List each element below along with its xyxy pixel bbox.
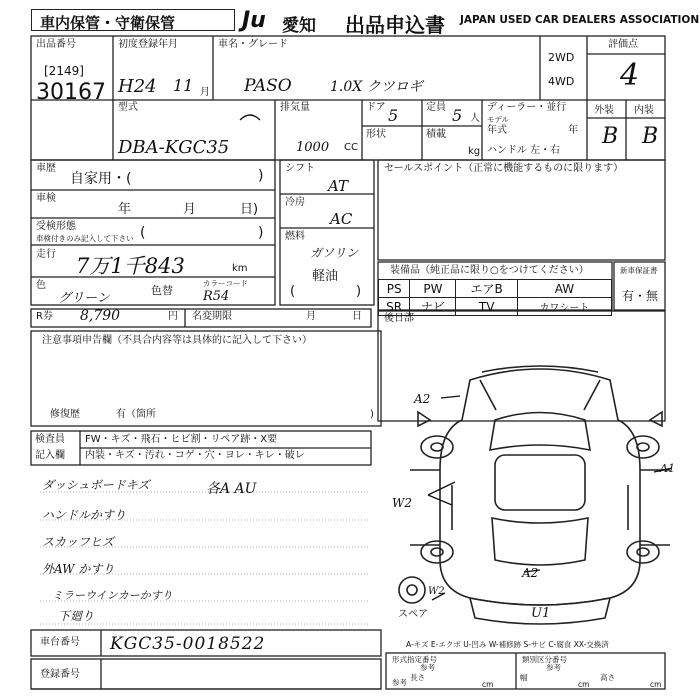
dims-length: 長さ: [410, 673, 425, 682]
inspection-year: 年: [118, 202, 132, 217]
displacement-label: 排気量: [280, 102, 310, 113]
equipment-cell: PW: [410, 280, 456, 298]
dealer-label: ディーラー・並行: [487, 102, 567, 113]
damage-mark: A2: [414, 392, 431, 406]
dims-width: 幅: [520, 673, 528, 682]
equipment-cell: PS: [379, 280, 410, 298]
recycle-unit: 円: [168, 311, 178, 322]
mileage-value: 7万1千843: [76, 254, 185, 278]
inspector-note: スカッフヒズ: [42, 535, 114, 549]
color-code-label: カラーコード: [203, 279, 248, 288]
recycle-label: R券: [36, 311, 53, 322]
new-warranty-value: 有・無: [622, 289, 659, 303]
model-year-label: モデル: [487, 115, 510, 124]
lot-number: 30167: [36, 80, 106, 105]
capacity-value: 5: [452, 106, 463, 125]
equipment-cell: エアB: [456, 280, 517, 298]
inspector-note: ダッシュボードキズ: [42, 478, 150, 492]
equipment-cell: カワシート: [517, 298, 611, 316]
shape-label: 形状: [366, 129, 386, 140]
inspector-entry-label: 記入欄: [35, 450, 65, 461]
new-warranty-label: 新車保証書: [620, 266, 658, 275]
equipment-cell: TV: [456, 298, 517, 316]
load-unit: kg: [468, 146, 481, 157]
displacement-unit: CC: [344, 142, 358, 153]
model-cert-ref: 参考: [420, 663, 435, 672]
equipment-cell: SR: [379, 298, 410, 316]
sales-point-label: セールスポイント（正常に機能するものに限ります）: [384, 163, 624, 174]
model-name: PASO: [244, 76, 292, 96]
receive-label: 受検形態: [36, 221, 76, 232]
capacity-label: 定員: [426, 102, 446, 113]
association-name: JAPAN USED CAR DEALERS ASSOCIATION: [460, 14, 700, 26]
color-change-label: 色替: [151, 284, 173, 297]
aircon-value: AC: [330, 210, 353, 228]
equipment-table: [378, 279, 612, 316]
model-cert-label: 形式指定番号: [392, 655, 437, 664]
inspector-row1: FW・キズ・飛石・ヒビ割・リペア跡・X要: [85, 434, 278, 445]
fuel-close: ): [356, 284, 362, 299]
color-code: R54: [203, 289, 230, 304]
history-close: ): [258, 168, 264, 184]
score-label: 評価点: [608, 39, 638, 50]
fuel-open: (: [290, 284, 296, 299]
doors-value: 5: [388, 106, 399, 125]
capacity-unit: 人: [470, 113, 480, 124]
chassis-label: 車台番号: [40, 637, 80, 648]
lot-label: 出品番号: [36, 39, 76, 50]
inspector-note: ミラーウインカーかすり: [52, 589, 173, 602]
lot-bracket: [2149]: [44, 64, 84, 78]
inspector-note-side: 各A AU: [206, 481, 257, 497]
equipment-label: 装備品（純正品に限り○をつけてください）: [390, 265, 589, 276]
recycle-value: 8,790: [80, 308, 121, 324]
damage-legend: A-キズ E-エクボ U-凹み W-補修跡 S-サビ C-腐食 XX-交換済: [406, 640, 609, 649]
steering-label: ハンドル 左・右: [487, 145, 561, 156]
damage-mark: U1: [531, 606, 551, 621]
receive-note: 車検付きのみ記入して下さい: [36, 234, 134, 243]
mileage-unit: km: [232, 263, 248, 274]
history-label: 車歴: [36, 163, 56, 174]
storage-badge: [31, 9, 235, 31]
reg-no-label: 登録番号: [40, 669, 80, 680]
dims-length-unit: cm: [482, 680, 494, 689]
equipment-row: [379, 280, 612, 298]
repair-label: 修復歴: [50, 409, 80, 420]
year-unit: 年: [568, 125, 578, 136]
inspector-note: 下廻り: [58, 609, 95, 623]
spare-label: スペア: [398, 609, 428, 620]
damage-mark: W2: [392, 496, 412, 510]
shift-label: シフト: [285, 163, 315, 174]
first-reg-year: H24: [118, 76, 157, 97]
interior-grade: B: [642, 124, 659, 149]
shift-value: AT: [328, 177, 349, 195]
class-no-label: 類別区分番号: [522, 655, 567, 664]
fuel-label: 燃料: [285, 231, 305, 242]
year-label: 年式: [487, 125, 507, 136]
inspector-label: 検査員: [35, 434, 65, 445]
form-title: 出品申込書: [345, 13, 445, 37]
notes-label: 注意事項申告欄（不具合内容等は具体的に記入して下さい）: [42, 335, 312, 346]
type-label: 型式: [118, 102, 138, 113]
color-value: グリーン: [58, 291, 110, 306]
receive-close: ): [258, 225, 264, 241]
dims-width-unit: cm: [578, 680, 590, 689]
type-value: DBA-KGC35: [118, 137, 230, 158]
first-reg-month: 11: [173, 76, 194, 95]
inspection-label: 車検: [36, 193, 56, 204]
interior-label: 内装: [634, 105, 654, 116]
drive-4wd: 4WD: [548, 75, 575, 88]
dims-ref: 参考: [392, 678, 407, 687]
color-label: 色: [36, 280, 46, 291]
damage-mark: W2: [428, 586, 445, 597]
equipment-cell: ナビ: [410, 298, 456, 316]
displacement-value: 1000: [296, 140, 330, 155]
org-name: 愛知: [282, 16, 316, 36]
history-value: 自家用・(: [70, 171, 132, 187]
name-change-label: 名変期限: [192, 311, 232, 322]
drive-2wd: 2WD: [548, 51, 575, 64]
inspection-day: 日): [240, 202, 259, 217]
storage-badge-text: 車内保管・守衛保管: [40, 14, 176, 32]
chassis-value: KGC35-0018522: [110, 634, 266, 654]
score-value: 4: [620, 58, 640, 93]
first-reg-label: 初度登録年月: [118, 39, 178, 50]
doors-label: ドア: [366, 102, 386, 113]
damage-mark: A1: [660, 462, 675, 475]
dims-height: 高さ: [600, 673, 615, 682]
receive-open: (: [140, 225, 146, 241]
damage-mark: A2: [522, 566, 539, 580]
fuel-value: ガソリン: [310, 246, 359, 260]
name-change-month: 月: [306, 311, 316, 322]
repair-close: ): [370, 409, 374, 420]
dims-height-unit: cm: [650, 680, 662, 689]
mileage-label: 走行: [36, 249, 56, 260]
inspector-note: ハンドルかすり: [42, 508, 127, 522]
inspection-month: 月: [183, 202, 197, 217]
class-no-ref: 参考: [546, 663, 561, 672]
model-label: 車名・グレード: [218, 39, 288, 50]
model-grade: 1.0X クツロギ: [330, 79, 423, 95]
exterior-label: 外装: [594, 105, 614, 116]
aircon-label: 冷房: [285, 197, 305, 208]
inspector-note: 外AW かすり: [42, 562, 115, 576]
fuel-option: 軽油: [312, 269, 339, 284]
load-label: 積載: [426, 129, 446, 140]
equipment-cell: AW: [517, 280, 611, 298]
repair-value: 有（箇所: [116, 409, 156, 420]
ju-logo: Ju: [242, 8, 266, 33]
name-change-day: 日: [352, 311, 362, 322]
inspector-row2: 内装・キズ・汚れ・コゲ・穴・ヨレ・キレ・破レ: [85, 450, 305, 461]
rear-label: 後日部: [384, 313, 414, 324]
first-reg-month-unit: 月: [200, 87, 210, 98]
exterior-grade: B: [602, 124, 619, 149]
